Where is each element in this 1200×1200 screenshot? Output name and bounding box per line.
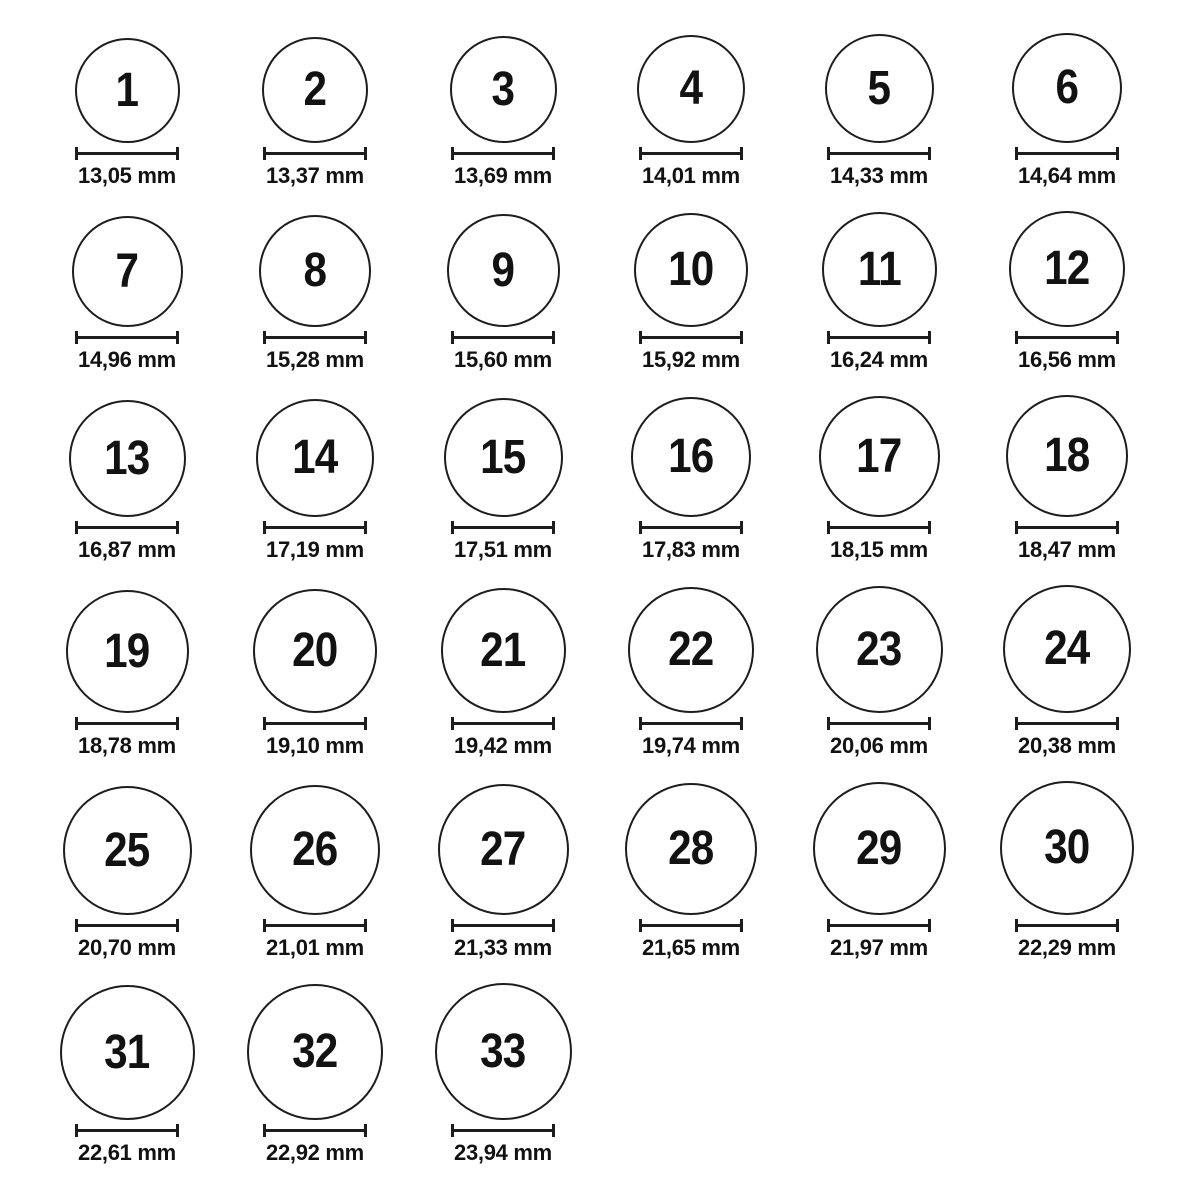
ring-circle (825, 34, 934, 143)
diameter-measure-line (263, 919, 367, 932)
diameter-measure-line (263, 1124, 367, 1137)
ring-size-item (785, 586, 973, 759)
ring-circle (625, 783, 757, 915)
ring-size-number: 32 (292, 1025, 338, 1078)
ring-circle (628, 587, 754, 713)
measure-bar (454, 152, 552, 155)
ring-size-number: 4 (679, 62, 703, 115)
measure-bar (266, 924, 364, 927)
diameter-measure-line (263, 331, 367, 344)
chart-row (33, 781, 1200, 961)
measure-right-tick (740, 331, 743, 344)
diameter-measure-line (451, 717, 555, 730)
ring-size-item (221, 589, 409, 759)
ring-size-item (409, 588, 597, 759)
ring-size-item (597, 587, 785, 759)
diameter-label: 21,65 mm (642, 935, 740, 960)
measure-bar (830, 722, 928, 725)
diameter-label: 21,01 mm (266, 935, 364, 960)
ring-circle (60, 985, 195, 1120)
ring-circle (450, 36, 557, 143)
ring-size-number: 26 (292, 823, 338, 876)
diameter-measure-line (75, 147, 179, 160)
measure-right-tick (1116, 331, 1119, 344)
ring-size-item (221, 215, 409, 373)
diameter-measure-line (639, 521, 743, 534)
ring-size-number: 20 (292, 624, 338, 677)
ring-size-number: 1 (115, 63, 139, 117)
measure-bar (78, 1129, 176, 1132)
ring-size-number: 11 (857, 242, 901, 296)
ring-circle (435, 983, 572, 1120)
ring-size-item (409, 36, 597, 189)
measure-bar (78, 526, 176, 529)
measure-bar (78, 722, 176, 725)
measure-right-tick (552, 147, 555, 160)
ring-size-item (409, 983, 597, 1166)
chart-row (33, 33, 1200, 189)
diameter-measure-line (75, 521, 179, 534)
diameter-label: 22,92 mm (266, 1140, 364, 1165)
measure-bar (266, 526, 364, 529)
ring-size-number: 16 (668, 430, 714, 483)
ring-circle (822, 212, 937, 327)
ring-size-item (785, 396, 973, 563)
measure-right-tick (552, 717, 555, 730)
diameter-label: 21,97 mm (830, 935, 928, 960)
measure-bar (1018, 526, 1116, 529)
diameter-measure-line (639, 147, 743, 160)
ring-circle (69, 400, 186, 517)
diameter-label: 13,37 mm (266, 163, 364, 188)
diameter-measure-line (75, 331, 179, 344)
ring-size-number: 10 (668, 243, 714, 296)
ring-size-item (597, 783, 785, 961)
ring-circle (1006, 395, 1128, 517)
ring-size-item (221, 785, 409, 961)
diameter-measure-line (1015, 717, 1119, 730)
diameter-measure-line (827, 919, 931, 932)
measure-right-tick (364, 919, 367, 932)
ring-size-item (785, 212, 973, 373)
ring-size-item (221, 984, 409, 1166)
ring-size-number: 30 (1044, 821, 1090, 874)
measure-right-tick (552, 919, 555, 932)
measure-bar (642, 336, 740, 339)
diameter-measure-line (451, 1124, 555, 1137)
diameter-measure-line (1015, 147, 1119, 160)
ring-circle (75, 38, 180, 143)
ring-size-number: 9 (491, 243, 515, 297)
ring-size-item (973, 585, 1161, 759)
ring-size-number: 13 (104, 431, 150, 485)
ring-size-item (597, 213, 785, 373)
ring-size-item (33, 786, 221, 961)
chart-row (33, 211, 1200, 373)
diameter-label: 13,05 mm (78, 163, 176, 188)
ring-circle (259, 215, 371, 327)
ring-size-item (33, 590, 221, 759)
diameter-label: 20,70 mm (78, 935, 176, 960)
diameter-label: 18,78 mm (78, 733, 176, 758)
measure-right-tick (176, 919, 179, 932)
measure-right-tick (364, 1124, 367, 1137)
ring-size-item (973, 781, 1161, 961)
ring-circle (63, 786, 192, 915)
diameter-label: 23,94 mm (454, 1140, 552, 1165)
ring-size-item (33, 985, 221, 1166)
ring-size-item (785, 34, 973, 189)
ring-size-number: 7 (115, 244, 139, 298)
ring-circle (438, 784, 569, 915)
measure-right-tick (176, 331, 179, 344)
measure-bar (1018, 152, 1116, 155)
measure-bar (642, 722, 740, 725)
diameter-measure-line (827, 717, 931, 730)
ring-size-number: 2 (303, 63, 327, 116)
measure-bar (266, 722, 364, 725)
ring-size-number: 22 (668, 623, 714, 676)
ring-size-number: 29 (856, 821, 902, 875)
ring-circle (250, 785, 380, 915)
diameter-label: 19,10 mm (266, 733, 364, 758)
diameter-label: 22,29 mm (1018, 935, 1116, 960)
diameter-label: 14,64 mm (1018, 163, 1116, 188)
ring-circle (247, 984, 383, 1120)
measure-right-tick (364, 521, 367, 534)
measure-right-tick (552, 521, 555, 534)
ring-size-item (785, 782, 973, 961)
measure-right-tick (740, 147, 743, 160)
measure-bar (830, 336, 928, 339)
measure-bar (830, 526, 928, 529)
ring-size-number: 27 (480, 822, 526, 876)
diameter-label: 18,15 mm (830, 537, 928, 562)
measure-right-tick (740, 521, 743, 534)
ring-size-item (409, 398, 597, 563)
measure-right-tick (740, 919, 743, 932)
diameter-measure-line (75, 919, 179, 932)
measure-right-tick (928, 331, 931, 344)
ring-size-item (221, 399, 409, 563)
diameter-measure-line (75, 717, 179, 730)
measure-bar (1018, 336, 1116, 339)
measure-bar (454, 924, 552, 927)
diameter-measure-line (639, 331, 743, 344)
ring-circle (1009, 211, 1125, 327)
measure-right-tick (176, 521, 179, 534)
diameter-label: 14,01 mm (642, 163, 740, 188)
measure-right-tick (1116, 919, 1119, 932)
measure-bar (830, 924, 928, 927)
measure-bar (830, 152, 928, 155)
ring-circle (816, 586, 943, 713)
ring-size-number: 5 (867, 61, 891, 115)
diameter-measure-line (451, 919, 555, 932)
diameter-label: 14,96 mm (78, 347, 176, 372)
ring-size-number: 18 (1044, 429, 1090, 482)
measure-bar (78, 924, 176, 927)
diameter-measure-line (827, 331, 931, 344)
ring-size-number: 6 (1055, 61, 1079, 114)
ring-size-number: 23 (856, 622, 902, 676)
measure-right-tick (928, 919, 931, 932)
measure-bar (642, 924, 740, 927)
measure-right-tick (1116, 147, 1119, 160)
ring-circle (813, 782, 946, 915)
diameter-label: 17,51 mm (454, 537, 552, 562)
ring-size-item (597, 397, 785, 563)
measure-bar (1018, 924, 1116, 927)
measure-right-tick (740, 717, 743, 730)
measure-bar (78, 336, 176, 339)
ring-size-number: 25 (104, 823, 150, 877)
diameter-label: 13,69 mm (454, 163, 552, 188)
measure-right-tick (176, 1124, 179, 1137)
diameter-label: 15,28 mm (266, 347, 364, 372)
chart-row (33, 395, 1200, 563)
diameter-label: 15,92 mm (642, 347, 740, 372)
ring-size-number: 8 (303, 244, 327, 297)
measure-right-tick (1116, 717, 1119, 730)
diameter-label: 15,60 mm (454, 347, 552, 372)
ring-size-number: 31 (104, 1025, 150, 1079)
diameter-label: 16,56 mm (1018, 347, 1116, 372)
chart-row (33, 983, 1200, 1166)
measure-right-tick (364, 147, 367, 160)
diameter-measure-line (1015, 331, 1119, 344)
measure-right-tick (928, 147, 931, 160)
ring-size-number: 14 (292, 431, 338, 484)
measure-bar (266, 336, 364, 339)
ring-circle (256, 399, 374, 517)
diameter-measure-line (1015, 919, 1119, 932)
ring-size-number: 15 (480, 430, 526, 484)
diameter-measure-line (451, 521, 555, 534)
ring-circle (819, 396, 940, 517)
chart-row (33, 585, 1200, 759)
ring-size-item (973, 211, 1161, 373)
diameter-label: 20,38 mm (1018, 733, 1116, 758)
measure-bar (454, 722, 552, 725)
ring-circle (1000, 781, 1134, 915)
diameter-measure-line (827, 147, 931, 160)
measure-right-tick (364, 717, 367, 730)
ring-circle (1003, 585, 1131, 713)
diameter-measure-line (639, 717, 743, 730)
diameter-measure-line (263, 521, 367, 534)
measure-bar (454, 336, 552, 339)
ring-size-number: 19 (104, 624, 150, 678)
ring-size-item (409, 784, 597, 961)
ring-circle (1012, 33, 1122, 143)
measure-bar (266, 152, 364, 155)
diameter-measure-line (639, 919, 743, 932)
ring-circle (631, 397, 751, 517)
ring-size-item (33, 400, 221, 563)
measure-right-tick (364, 331, 367, 344)
measure-bar (266, 1129, 364, 1132)
ring-circle (262, 37, 368, 143)
measure-bar (642, 526, 740, 529)
ring-size-item (973, 395, 1161, 563)
ring-circle (72, 216, 183, 327)
measure-right-tick (552, 331, 555, 344)
diameter-measure-line (1015, 521, 1119, 534)
measure-right-tick (552, 1124, 555, 1137)
measure-right-tick (928, 521, 931, 534)
diameter-measure-line (75, 1124, 179, 1137)
ring-circle (441, 588, 566, 713)
measure-bar (454, 526, 552, 529)
measure-bar (454, 1129, 552, 1132)
ring-circle (637, 35, 745, 143)
diameter-label: 21,33 mm (454, 935, 552, 960)
diameter-measure-line (263, 717, 367, 730)
ring-size-item (973, 33, 1161, 189)
measure-right-tick (176, 717, 179, 730)
diameter-label: 16,87 mm (78, 537, 176, 562)
ring-size-item (221, 37, 409, 189)
ring-size-number: 33 (480, 1024, 526, 1078)
diameter-measure-line (451, 147, 555, 160)
ring-circle (634, 213, 748, 327)
ring-size-number: 3 (491, 62, 515, 116)
diameter-label: 14,33 mm (830, 163, 928, 188)
ring-size-number: 24 (1044, 622, 1090, 675)
diameter-measure-line (451, 331, 555, 344)
ring-size-number: 28 (668, 822, 714, 875)
diameter-label: 17,19 mm (266, 537, 364, 562)
diameter-label: 22,61 mm (78, 1140, 176, 1165)
measure-bar (78, 152, 176, 155)
ring-size-item (33, 216, 221, 373)
diameter-label: 20,06 mm (830, 733, 928, 758)
diameter-label: 19,74 mm (642, 733, 740, 758)
ring-size-item (33, 38, 221, 189)
measure-right-tick (1116, 521, 1119, 534)
ring-size-number: 17 (856, 429, 902, 483)
measure-bar (1018, 722, 1116, 725)
diameter-measure-line (263, 147, 367, 160)
measure-bar (642, 152, 740, 155)
measure-right-tick (176, 147, 179, 160)
ring-circle (66, 590, 189, 713)
measure-right-tick (928, 717, 931, 730)
diameter-label: 19,42 mm (454, 733, 552, 758)
diameter-label: 18,47 mm (1018, 537, 1116, 562)
ring-circle (444, 398, 563, 517)
ring-circle (447, 214, 560, 327)
ring-size-number: 21 (480, 623, 526, 677)
diameter-measure-line (827, 521, 931, 534)
ring-circle (253, 589, 377, 713)
diameter-label: 17,83 mm (642, 537, 740, 562)
ring-size-item (597, 35, 785, 189)
diameter-label: 16,24 mm (830, 347, 928, 372)
ring-size-number: 12 (1044, 242, 1090, 295)
ring-size-item (409, 214, 597, 373)
